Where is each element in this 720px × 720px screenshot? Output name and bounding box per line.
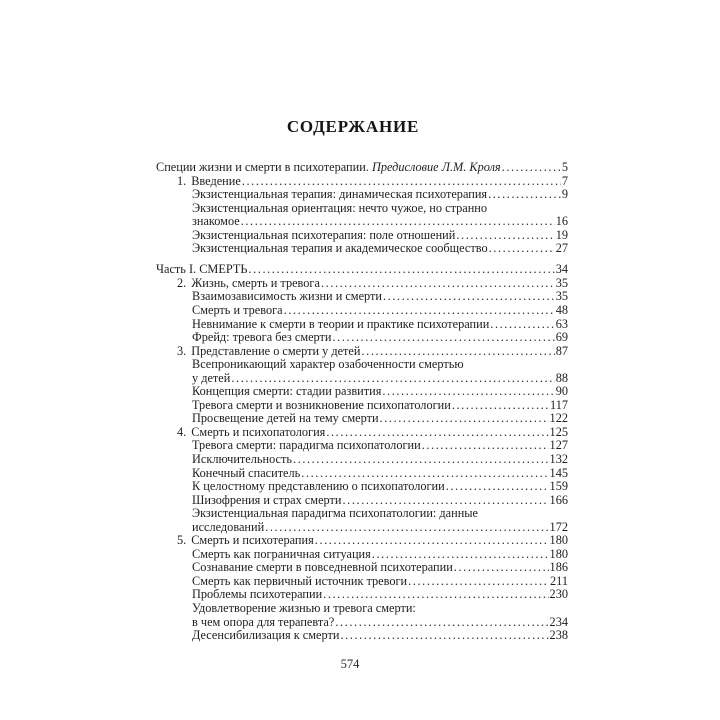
dot-leader bbox=[502, 161, 561, 175]
toc-entry bbox=[156, 229, 568, 243]
toc-entry-title: Конечный спаситель bbox=[192, 466, 301, 480]
toc-entry-title: Всепроникающий характер озабоченности смертью bbox=[192, 358, 464, 372]
toc-entry-page: 180 bbox=[549, 534, 568, 548]
toc-entry-page: 87 bbox=[555, 344, 568, 358]
toc-entry bbox=[156, 242, 568, 256]
toc-entry bbox=[156, 602, 568, 616]
toc-entry-title: Взаимозависимость жизни и смерти bbox=[192, 290, 382, 304]
toc-entry bbox=[156, 290, 568, 304]
toc-entry bbox=[156, 263, 568, 277]
toc-entry-title: Экзистенциальная ориентация: нечто чужое, но странно bbox=[192, 201, 488, 215]
toc-entry-title: Экзистенциальная терапия: динамическая психотерапия bbox=[192, 188, 488, 202]
toc-entry-title-italic: Предисловие Л.М. Кроля bbox=[371, 161, 501, 174]
toc-entry-title: Смерть как первичный источник тревоги bbox=[192, 574, 408, 588]
toc-entry-title: Концепция смерти: стадии развития bbox=[192, 385, 382, 399]
toc-entry-page: 122 bbox=[549, 412, 568, 426]
toc-entry-title: Смерть как пограничная ситуация bbox=[192, 547, 371, 561]
toc-entry-number: 3. bbox=[177, 344, 187, 358]
toc-entry-page: 234 bbox=[549, 615, 568, 629]
toc-entry bbox=[156, 575, 568, 589]
dot-leader bbox=[383, 290, 555, 304]
toc-entry-title: Проблемы психотерапии bbox=[192, 588, 323, 602]
toc-entry bbox=[156, 494, 568, 508]
toc-entry-page: 5 bbox=[561, 161, 568, 174]
dot-leader bbox=[456, 229, 554, 243]
dot-leader bbox=[452, 399, 549, 413]
dot-leader bbox=[326, 426, 548, 440]
toc-entry-title: Экзистенциальная парадигма психопатологии: данные bbox=[192, 507, 479, 521]
toc-entry bbox=[156, 331, 568, 345]
toc-entry-title: Смерть и психопатология bbox=[191, 425, 326, 439]
dot-leader bbox=[301, 467, 548, 481]
toc-entry-title: у детей bbox=[192, 371, 231, 385]
toc-entry bbox=[156, 318, 568, 332]
toc-entry-title: Экзистенциальная терапия и академическое сообщество bbox=[192, 242, 488, 256]
toc-entry-page: 127 bbox=[549, 439, 568, 453]
dot-leader bbox=[422, 439, 549, 453]
toc-entry-title: Специи жизни и смерти в психотерапии. Предисловие Л.М. Кроля bbox=[156, 161, 501, 174]
toc-entry-number: 4. bbox=[177, 425, 187, 439]
toc-entry-page: 34 bbox=[555, 263, 568, 277]
toc-entry-page: 69 bbox=[555, 331, 568, 345]
toc-entry bbox=[156, 588, 568, 602]
toc-entry-title: в чем опора для терапевта? bbox=[192, 615, 335, 629]
toc-entry-title: Тревога смерти и возникновение психопатологии bbox=[192, 398, 451, 412]
toc-entry-page: 88 bbox=[555, 371, 568, 385]
toc-entry bbox=[156, 161, 568, 175]
dot-leader bbox=[446, 480, 549, 494]
toc-entry-page: 125 bbox=[549, 425, 568, 439]
toc-entry-title: Часть I. СМЕРТЬ bbox=[156, 263, 248, 277]
toc-entry-page: 159 bbox=[549, 480, 568, 494]
toc-entry-page: 27 bbox=[555, 242, 568, 256]
dot-leader bbox=[265, 521, 548, 535]
dot-leader bbox=[248, 263, 554, 277]
toc-entry bbox=[156, 548, 568, 562]
dot-leader bbox=[323, 588, 548, 602]
toc-entry-title: Жизнь, смерть и тревога bbox=[191, 276, 320, 290]
toc-entry-page: 145 bbox=[549, 466, 568, 480]
toc-entry-title: Введение bbox=[191, 174, 241, 188]
toc-entry bbox=[156, 372, 568, 386]
toc-entry-page: 9 bbox=[561, 188, 568, 202]
toc-entry-page: 238 bbox=[549, 629, 568, 643]
dot-leader bbox=[380, 412, 549, 426]
toc-entry-title: знакомое bbox=[192, 215, 240, 229]
toc-entry bbox=[156, 616, 568, 630]
dot-leader bbox=[241, 215, 555, 229]
toc-entry-page: 63 bbox=[555, 317, 568, 331]
toc-entry bbox=[156, 467, 568, 481]
dot-leader bbox=[361, 345, 554, 359]
toc-entry-page: 211 bbox=[550, 574, 568, 588]
page-number: 574 bbox=[340, 657, 360, 671]
table-of-contents bbox=[156, 161, 568, 643]
toc-entry-title: Экзистенциальная психотерапия: поле отношений bbox=[192, 228, 456, 242]
toc-entry-page: 180 bbox=[549, 547, 568, 561]
dot-leader bbox=[333, 331, 555, 345]
dot-leader bbox=[321, 277, 555, 291]
toc-entry bbox=[156, 412, 568, 426]
toc-entry bbox=[156, 507, 568, 521]
dot-leader bbox=[242, 175, 561, 189]
toc-entry-number: 2. bbox=[177, 276, 187, 290]
contents-title: СОДЕРЖАНИЕ bbox=[286, 117, 420, 136]
toc-entry bbox=[156, 358, 568, 372]
toc-entry-title: Просвещение детей на тему смерти bbox=[192, 412, 379, 426]
dot-leader bbox=[340, 629, 548, 643]
toc-entry bbox=[156, 399, 568, 413]
toc-entry-page: 16 bbox=[555, 215, 568, 229]
toc-entry-page: 230 bbox=[549, 588, 568, 602]
dot-leader bbox=[343, 494, 549, 508]
toc-entry bbox=[156, 277, 568, 291]
dot-leader bbox=[284, 304, 555, 318]
toc-entry-title: исследований bbox=[192, 520, 265, 534]
dot-leader bbox=[293, 453, 549, 467]
toc-entry-page: 172 bbox=[549, 520, 568, 534]
toc-entry-page: 90 bbox=[555, 385, 568, 399]
toc-entry-page: 19 bbox=[555, 228, 568, 242]
toc-entry-title: Невнимание к смерти в теории и практике психотерапии bbox=[192, 317, 490, 331]
toc-entry bbox=[156, 345, 568, 359]
toc-entry-title: Фрейд: тревога без смерти bbox=[192, 331, 332, 345]
toc-entry-page: 35 bbox=[555, 290, 568, 304]
toc-entry-page: 35 bbox=[555, 276, 568, 290]
toc-entry bbox=[156, 304, 568, 318]
toc-entry-page: 7 bbox=[561, 174, 568, 188]
toc-entry-title: Представление о смерти у детей bbox=[191, 344, 361, 358]
toc-entry-title: Смерть и психотерапия bbox=[191, 534, 314, 548]
dot-leader bbox=[488, 188, 561, 202]
toc-entry bbox=[156, 453, 568, 467]
dot-leader bbox=[490, 318, 554, 332]
toc-entry-title: Удовлетворение жизнью и тревога смерти: bbox=[192, 602, 416, 615]
toc-entry bbox=[156, 534, 568, 548]
toc-entry-number: 1. bbox=[177, 174, 187, 188]
toc-entry-page: 48 bbox=[555, 303, 568, 317]
toc-entry-title: Смерть и тревога bbox=[192, 303, 283, 317]
toc-entry bbox=[156, 629, 568, 643]
toc-entry-number: 5. bbox=[177, 534, 187, 548]
dot-leader bbox=[315, 534, 549, 548]
toc-entry bbox=[156, 202, 568, 216]
dot-leader bbox=[454, 561, 549, 575]
toc-entry-title: Сознавание смерти в повседневной психотерапии bbox=[192, 561, 453, 575]
toc-entry-title: Тревога смерти: парадигма психопатологии bbox=[192, 439, 421, 453]
toc-entry bbox=[156, 439, 568, 453]
toc-entry-page: 132 bbox=[549, 452, 568, 466]
toc-entry-title: Шизофрения и страх смерти bbox=[192, 493, 342, 507]
toc-entry-page: 186 bbox=[549, 561, 568, 575]
toc-entry-title: Исключительность bbox=[192, 452, 292, 466]
dot-leader bbox=[408, 575, 549, 589]
dot-leader bbox=[231, 372, 554, 386]
toc-entry bbox=[156, 426, 568, 440]
toc-entry-page: 117 bbox=[550, 398, 568, 412]
dot-leader bbox=[372, 548, 549, 562]
toc-entry bbox=[156, 175, 568, 189]
toc-entry-page: 166 bbox=[549, 493, 568, 507]
toc-entry-title: К целостному представлению о психопатологии bbox=[192, 480, 445, 494]
toc-entry bbox=[156, 385, 568, 399]
toc-entry bbox=[156, 215, 568, 229]
dot-leader bbox=[335, 616, 548, 630]
toc-entry-title: Десенсибилизация к смерти bbox=[192, 629, 340, 643]
dot-leader bbox=[489, 242, 555, 256]
dot-leader bbox=[382, 385, 554, 399]
toc-entry bbox=[156, 480, 568, 494]
toc-entry bbox=[156, 521, 568, 535]
toc-entry bbox=[156, 561, 568, 575]
toc-entry bbox=[156, 188, 568, 202]
